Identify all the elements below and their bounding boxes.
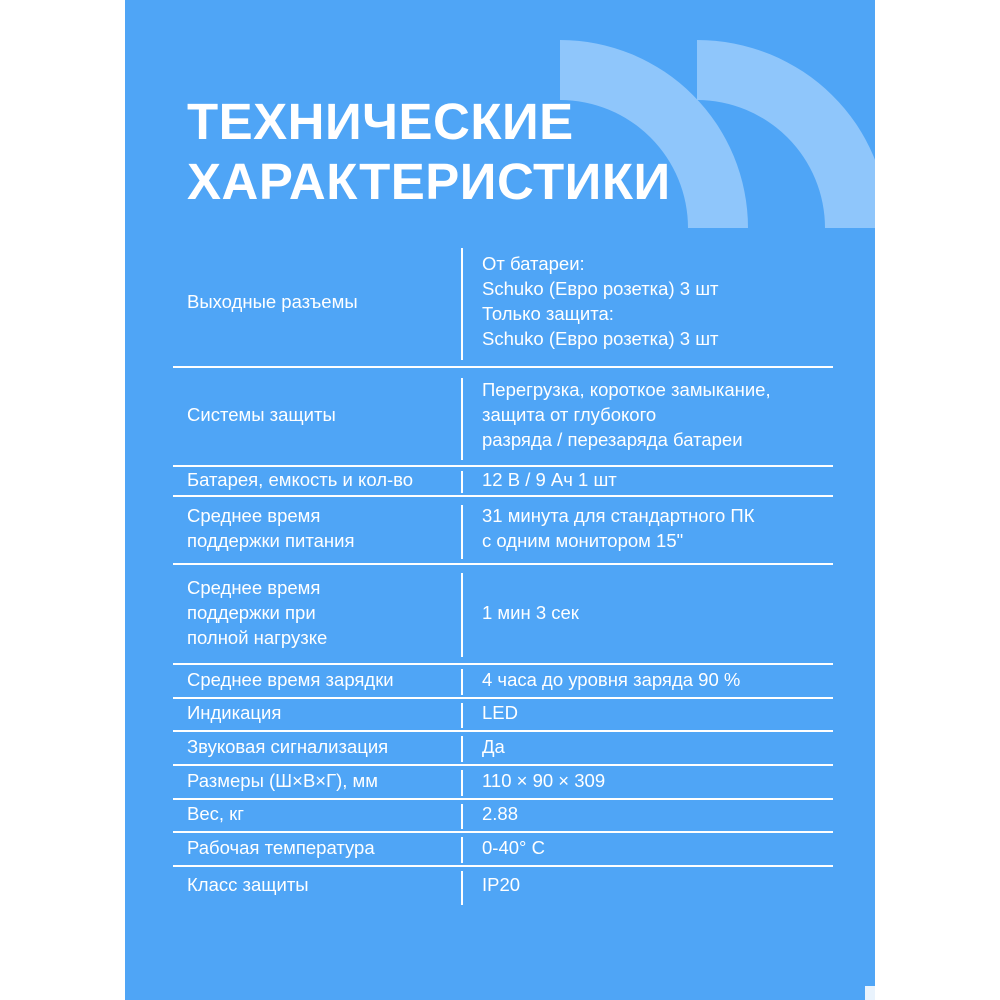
spec-row: [173, 497, 833, 565]
spec-row: [173, 699, 833, 732]
column-divider: [461, 770, 463, 796]
title-line-1: ТЕХНИЧЕСКИЕ: [187, 93, 574, 150]
page-title: [187, 92, 671, 212]
column-divider: [461, 573, 463, 657]
spec-value: [482, 240, 832, 362]
spec-value: [482, 497, 832, 559]
spec-value: [482, 867, 832, 901]
spec-label-line: Звуковая сигнализация: [187, 735, 389, 757]
spec-value-line: Schuko (Евро розетка) 3 шт: [482, 328, 719, 349]
spec-value: [482, 833, 832, 861]
column-divider: [461, 669, 463, 695]
spec-value-line: защита от глубокого: [482, 404, 657, 425]
spec-label-line: Класс защиты: [187, 873, 309, 895]
spec-value-line: разряда / перезаряда батареи: [482, 429, 743, 450]
spec-label: [187, 467, 457, 491]
spec-label: [187, 833, 457, 861]
spec-label: [187, 565, 457, 659]
spec-label: [187, 368, 457, 461]
column-divider: [461, 837, 463, 863]
spec-label-line: Рабочая температура: [187, 836, 375, 858]
spec-label: [187, 240, 457, 362]
spec-card: [125, 0, 875, 1000]
spec-value: [482, 732, 832, 760]
spec-row: [173, 867, 833, 907]
column-divider: [461, 471, 463, 493]
spec-value-line: Schuko (Евро розетка) 3 шт: [482, 278, 719, 299]
spec-value: [482, 565, 832, 659]
spec-value-line: LED: [482, 702, 518, 723]
spec-row: [173, 665, 833, 699]
spec-label: [187, 800, 457, 827]
spec-value-line: 12 В / 9 Ач 1 шт: [482, 468, 617, 490]
spec-label: [187, 732, 457, 760]
spec-label-line: Среднее время: [187, 505, 321, 526]
column-divider: [461, 248, 463, 360]
spec-row: [173, 240, 833, 368]
spec-label: [187, 699, 457, 726]
spec-row: [173, 766, 833, 800]
spec-value: [482, 766, 832, 794]
spec-value: [482, 699, 832, 726]
spec-value-line: 0-40° C: [482, 836, 545, 858]
spec-row: [173, 467, 833, 497]
spec-label-line: Среднее время зарядки: [187, 668, 394, 690]
column-divider: [461, 703, 463, 728]
spec-value-line: Да: [482, 735, 505, 757]
title-line-2: ХАРАКТЕРИСТИКИ: [187, 153, 671, 210]
column-divider: [461, 736, 463, 762]
spec-value-line: 1 мин 3 сек: [482, 601, 579, 623]
spec-label-line: Среднее время: [187, 576, 321, 598]
column-divider: [461, 378, 463, 460]
spec-label-line: Вес, кг: [187, 803, 244, 824]
spec-label: [187, 497, 457, 559]
spec-label-line: полной нагрузке: [187, 626, 328, 648]
spec-value-line: От батареи:: [482, 253, 585, 274]
spec-row: [173, 565, 833, 665]
spec-label: [187, 766, 457, 794]
spec-label-line: поддержки при: [187, 601, 316, 623]
spec-label-line: Выходные разъемы: [187, 290, 358, 312]
spec-row: [173, 732, 833, 766]
spec-label-line: Системы защиты: [187, 404, 336, 425]
spec-value-line: IP20: [482, 873, 521, 895]
spec-row: [173, 833, 833, 867]
spec-value-line: Только защита:: [482, 303, 614, 324]
column-divider: [461, 804, 463, 829]
spec-value-line: 31 минута для стандартного ПК: [482, 505, 755, 526]
spec-value: [482, 368, 832, 461]
spec-value: [482, 467, 832, 491]
spec-value-line: 2.88: [482, 803, 519, 824]
spec-value-line: 110 × 90 × 309: [482, 769, 606, 791]
spec-value: [482, 665, 832, 693]
spec-value-line: Перегрузка, короткое замыкание,: [482, 379, 771, 400]
spec-label-line: Батарея, емкость и кол-во: [187, 468, 414, 490]
spec-value-line: с одним монитором 15": [482, 530, 684, 551]
spec-row: [173, 368, 833, 467]
column-divider: [461, 871, 463, 905]
spec-row: [173, 800, 833, 833]
spec-value-line: 4 часа до уровня заряда 90 %: [482, 668, 741, 690]
spec-label-line: Индикация: [187, 702, 282, 723]
spec-label: [187, 665, 457, 693]
spec-label-line: Размеры (Ш×В×Г), мм: [187, 769, 378, 791]
spec-label-line: поддержки питания: [187, 530, 355, 551]
corner-marker: [865, 986, 875, 1000]
spec-value: [482, 800, 832, 827]
spec-label: [187, 867, 457, 901]
column-divider: [461, 505, 463, 559]
